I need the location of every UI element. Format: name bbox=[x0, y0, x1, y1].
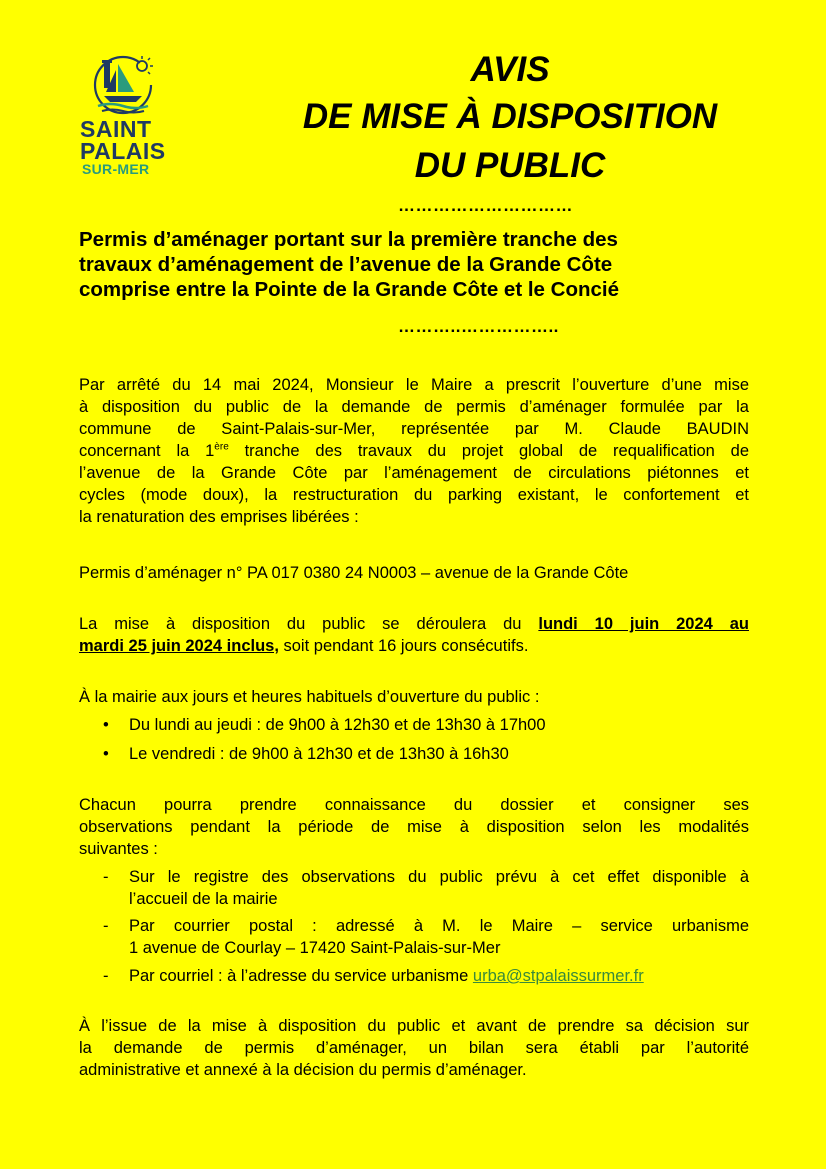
duration-text: soit pendant 16 jours consécutifs. bbox=[278, 637, 529, 655]
list-item bbox=[79, 965, 749, 987]
start-date: lundi 10 juin 2024 au bbox=[538, 615, 749, 633]
dash-marker: - bbox=[103, 967, 109, 985]
superscript-ere: ère bbox=[214, 441, 229, 453]
subject-line-2: travaux d’aménagement de l’avenue de la Grande Côte bbox=[79, 253, 613, 276]
decree-line-4-end: tranche des travaux du projet global de requalification de bbox=[228, 442, 750, 460]
modalities-line-3: suivantes : bbox=[79, 840, 158, 858]
title-line-1: AVIS bbox=[470, 50, 550, 89]
list-item bbox=[79, 915, 749, 959]
bullet-icon: • bbox=[103, 745, 109, 763]
decree-line-1: Par arrêté du 14 mai 2024, Monsieur le Maire a prescrit l’ouverture d’une mise bbox=[79, 376, 749, 394]
modalities-line-1: Chacun pourra prendre connaissance du dossier et consigner ses bbox=[79, 796, 749, 814]
logo-word-saint: SAINT bbox=[80, 116, 152, 142]
register-line-1: Sur le registre des observations du public prévu à cet effet disponible à bbox=[129, 868, 749, 886]
dash-marker: - bbox=[103, 868, 109, 886]
decree-line-4 bbox=[79, 440, 749, 462]
title-line-3: DU PUBLIC bbox=[414, 146, 606, 185]
town-emblem-icon bbox=[90, 52, 156, 116]
decree-line-3: commune de Saint-Palais-sur-Mer, représentée par M. Claude BAUDIN bbox=[79, 420, 749, 438]
logo-word-sur-mer: SUR-MER bbox=[82, 161, 150, 177]
title-line-2: DE MISE À DISPOSITION bbox=[302, 97, 718, 136]
dates-line-1 bbox=[79, 613, 749, 635]
list-item bbox=[79, 743, 749, 765]
end-date: mardi 25 juin 2024 inclus, bbox=[79, 637, 279, 655]
list-item bbox=[79, 866, 749, 910]
permit-number-line: Permis d’aménager n° PA 017 0380 24 N0003 – avenue de la Grande Côte bbox=[79, 564, 629, 582]
email-text: Par courriel : à l’adresse du service urbanisme bbox=[129, 967, 473, 985]
modalities-line-2: observations pendant la période de mise à disposition selon les modalités bbox=[79, 818, 749, 836]
decree-line-6: cycles (mode doux), la restructuration du parking existant, le confortement et bbox=[79, 486, 749, 504]
closing-paragraph bbox=[79, 1015, 749, 1081]
closing-line-3: administrative et annexé à la décision du permis d’aménager. bbox=[79, 1061, 527, 1079]
subject-heading bbox=[79, 227, 749, 302]
closing-line-2: la demande de permis d’aménager, un bilan sera établi par l’autorité bbox=[79, 1039, 749, 1057]
modalities-paragraph bbox=[79, 794, 749, 860]
closing-line-1: À l’issue de la mise à disposition du public et avant de prendre sa décision sur bbox=[79, 1017, 749, 1035]
hours-intro: À la mairie aux jours et heures habituels d’ouverture du public : bbox=[79, 688, 540, 706]
dates-line-2 bbox=[79, 635, 749, 657]
postal-line-1: Par courrier postal : adressé à M. le Maire – service urbanisme bbox=[129, 917, 749, 935]
decree-line-5: l’avenue de la Grande Côte par l’aménagement de circulations piétonnes et bbox=[79, 464, 749, 482]
decree-line-2: à disposition du public de la demande de permis d’aménager formulée par la bbox=[79, 398, 749, 416]
bullet-icon: • bbox=[103, 716, 109, 734]
decree-line-4-start: concernant la 1 bbox=[79, 442, 215, 460]
dates-paragraph bbox=[79, 613, 749, 657]
dash-marker: - bbox=[103, 917, 109, 935]
subject-line-3: comprise entre la Pointe de la Grande Côte et le Concié bbox=[79, 278, 619, 301]
dates-intro: La mise à disposition du public se déroulera du bbox=[79, 615, 539, 633]
list-item bbox=[79, 714, 749, 736]
postal-line-2: 1 avenue de Courlay – 17420 Saint-Palais-sur-Mer bbox=[129, 939, 501, 957]
separator-bottom: ………..…………….. bbox=[398, 317, 559, 336]
hours-friday: Le vendredi : de 9h00 à 12h30 et de 13h30 à 16h30 bbox=[129, 745, 509, 763]
town-logo bbox=[78, 52, 174, 182]
subject-line-1: Permis d’aménager portant sur la première tranche des bbox=[79, 228, 618, 251]
decree-line-7: la renaturation des emprises libérées : bbox=[79, 508, 359, 526]
hours-weekdays: Du lundi au jeudi : de 9h00 à 12h30 et de 13h30 à 17h00 bbox=[129, 716, 546, 734]
separator-top: ………………………… bbox=[398, 196, 573, 215]
register-line-2: l’accueil de la mairie bbox=[129, 890, 278, 908]
logo-word-palais: PALAIS bbox=[80, 138, 166, 164]
decree-paragraph bbox=[79, 374, 749, 528]
email-link[interactable]: urba@stpalaissurmer.fr bbox=[472, 967, 644, 985]
